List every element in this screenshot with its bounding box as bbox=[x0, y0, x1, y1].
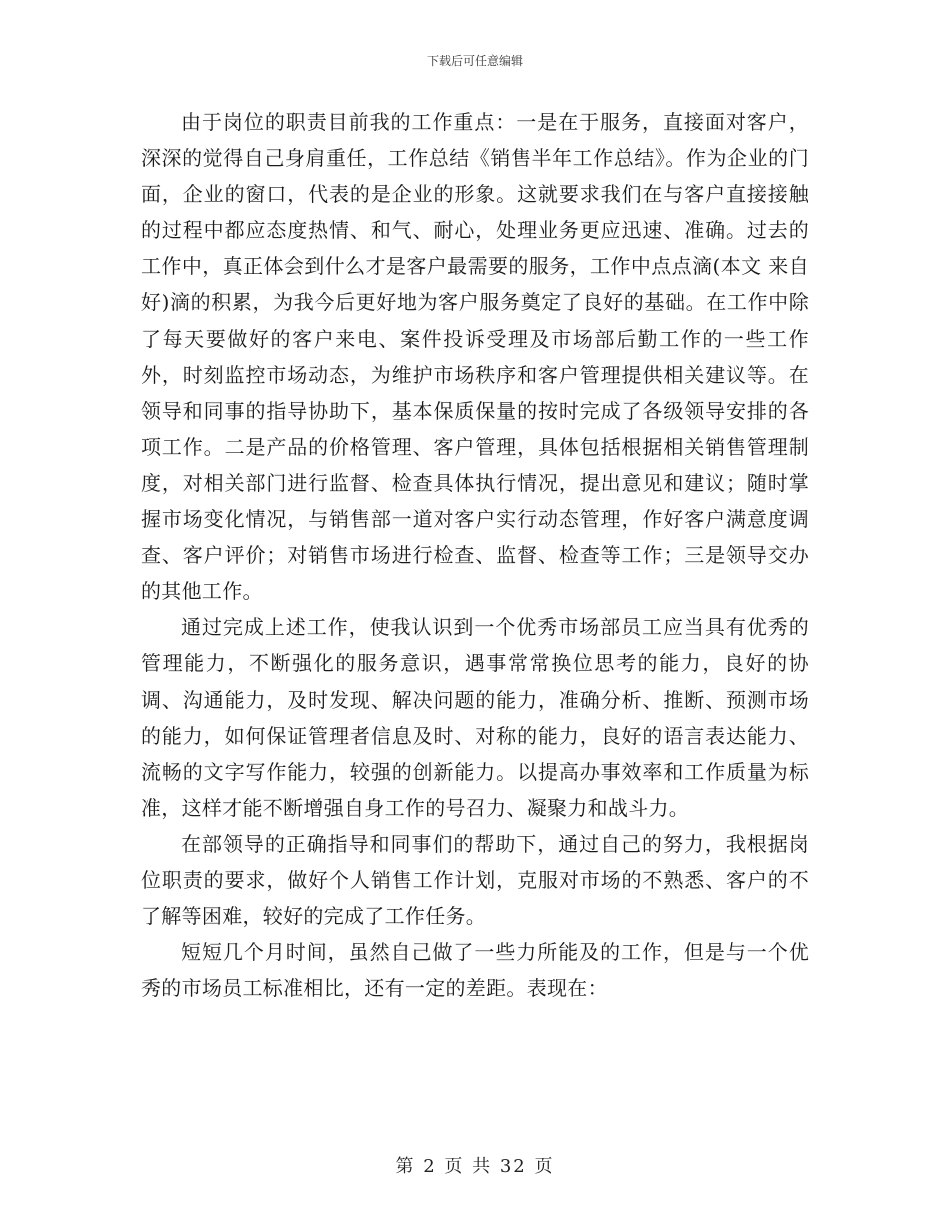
paragraph-4: 短短几个月时间，虽然自己做了一些力所能及的工作，但是与一个优秀的市场员工标准相比，还有一定的差距。表现在： bbox=[141, 940, 809, 1001]
paragraph-1: 由于岗位的职责目前我的工作重点：一是在于服务，直接面对客户，深深的觉得自己身肩重任，工作总结《销售半年工作总结》。作为企业的门面，企业的窗口，代表的是企业的形象。这就要求我们在与客户直接接触的过程中都应态度热情、和气、耐心，处理业务更应迅速、准确。过去的工作中，真正体会到什么才是客户最需要的服务，工作中点点滴(本文 来自好)滴的积累，为我今后更好地为客户服务奠定了良好的基础。在工作中除了每天要做好的客户来电、案件投诉受理及市场部后勤工作的一些工作外，时刻监控市场动态，为维护市场秩序和客户管理提供相关建议等。在领导和同事的指导协助下，基本保质保量的按时完成了各级领导安排的各项工作。二是产品的价格管理、客户管理，具体包括根据相关销售管理制度，对相关部门进行监督、检查具体执行情况，提出意见和建议；随时掌握市场变化情况，与销售部一道对客户实行动态管理，作好客户满意度调查、客户评价；对销售市场进行检查、监督、检查等工作；三是领导交办的其他工作。 bbox=[141, 110, 809, 604]
paragraph-3: 在部领导的正确指导和同事们的帮助下，通过自己的努力，我根据岗位职责的要求，做好个人销售工作计划，克服对市场的不熟悉、客户的不了解等困难，较好的完成了工作任务。 bbox=[141, 831, 809, 929]
paragraph-2: 通过完成上述工作，使我认识到一个优秀市场部员工应当具有优秀的管理能力，不断强化的服务意识，遇事常常换位思考的能力，良好的协调、沟通能力，及时发现、解决问题的能力，准确分析、推断、预测市场的能力，如何保证管理者信息及时、对称的能力，良好的语言表达能力、流畅的文字写作能力，较强的创新能力。以提高办事效率和工作质量为标准，这样才能不断增强自身工作的号召力、凝聚力和战斗力。 bbox=[141, 615, 809, 820]
document-body bbox=[141, 104, 809, 1006]
page-number: 第 2 页 共 32 页 bbox=[395, 1156, 555, 1177]
page-header-note: 下载后可任意编辑 bbox=[426, 54, 523, 68]
